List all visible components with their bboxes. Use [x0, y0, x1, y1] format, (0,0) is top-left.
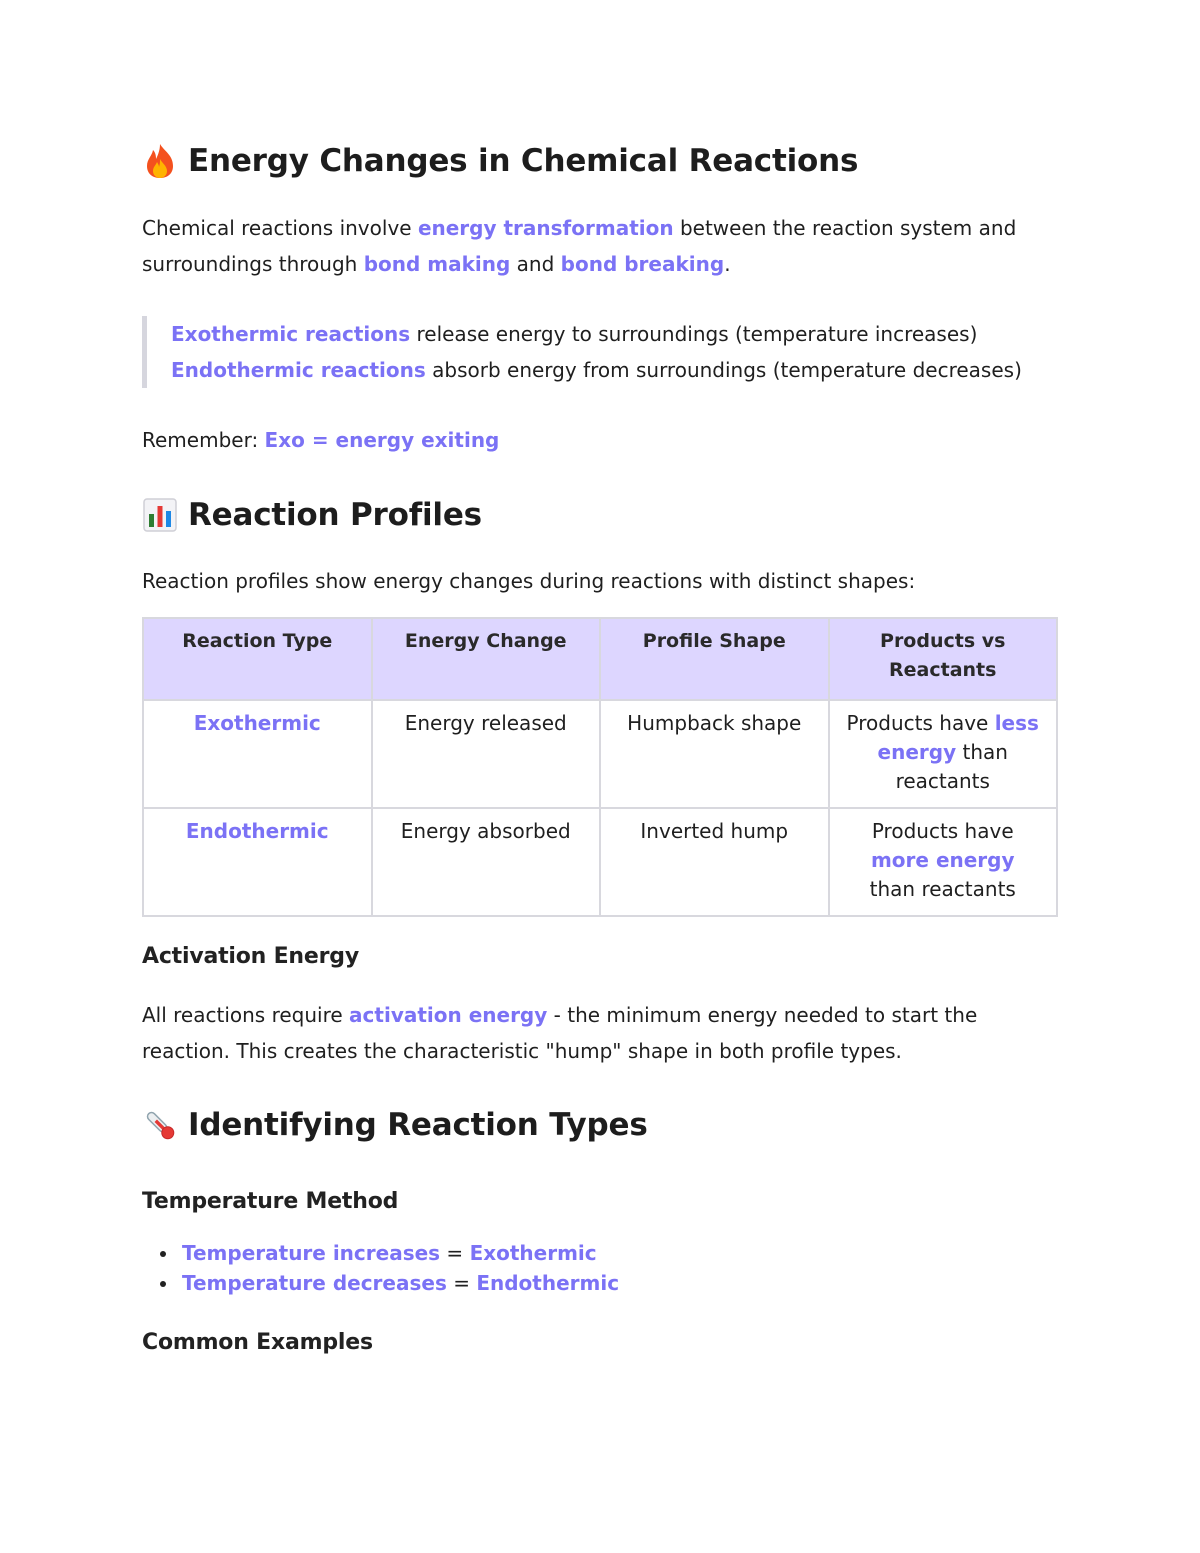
- table-header: Energy Change: [372, 618, 601, 700]
- highlight-bond-making: bond making: [363, 252, 511, 276]
- subheading-temperature-method: Temperature Method: [142, 1189, 399, 1214]
- highlight-exo-mnemonic: Exo = energy exiting: [264, 428, 500, 452]
- cell-text: than reactants: [869, 877, 1016, 901]
- profiles-intro: Reaction profiles show energy changes during reactions with distinct shapes:: [142, 569, 916, 593]
- table-row: [143, 808, 1057, 916]
- highlight-temperature-increases: Temperature increases: [182, 1241, 441, 1265]
- table-header-row: [143, 618, 1057, 700]
- highlight-endothermic-reactions: Endothermic reactions: [171, 358, 426, 382]
- blockquote: [142, 316, 1022, 388]
- table-row: [143, 700, 1057, 808]
- table-cell-shape: Humpback shape: [600, 700, 829, 808]
- table-header: Reaction Type: [143, 618, 372, 700]
- activation-text: All reactions require: [142, 1003, 350, 1027]
- section-title-reaction-profiles: [142, 497, 482, 533]
- fire-icon: [142, 143, 178, 179]
- intro-text: between the reaction system and surroundings through: [142, 216, 1017, 276]
- intro-text: Chemical reactions involve: [142, 216, 418, 240]
- quote-text: absorb energy from surroundings (temperature decreases): [425, 358, 1022, 382]
- table-cell-type: Endothermic: [143, 808, 372, 916]
- title-text: Identifying Reaction Types: [188, 1107, 648, 1143]
- highlight-endothermic: Endothermic: [476, 1271, 620, 1295]
- quote-line-endothermic: [171, 352, 1022, 388]
- subheading-common-examples: Common Examples: [142, 1330, 373, 1355]
- remember-label: Remember:: [142, 428, 265, 452]
- table-header: Profile Shape: [600, 618, 829, 700]
- title-text: Energy Changes in Chemical Reactions: [188, 143, 859, 179]
- table-cell-energy: Energy absorbed: [372, 808, 601, 916]
- highlight-bond-breaking: bond breaking: [560, 252, 725, 276]
- intro-text: and: [510, 252, 561, 276]
- temperature-list: [142, 1238, 619, 1298]
- remember-line: [142, 422, 499, 458]
- title-text: Reaction Profiles: [188, 497, 482, 533]
- table-cell-shape: Inverted hump: [600, 808, 829, 916]
- reaction-profiles-table: [142, 617, 1058, 917]
- highlight-exothermic: Exothermic: [469, 1241, 597, 1265]
- equals-text: =: [440, 1241, 470, 1265]
- activation-text: - the minimum energy needed to start the reaction. This creates the characteristic "hump" shape in both profile types.: [142, 1003, 978, 1063]
- highlight-more-energy: more energy: [870, 848, 1015, 872]
- list-item: [182, 1268, 619, 1298]
- quote-text: release energy to surroundings (temperature increases): [410, 322, 978, 346]
- intro-text: .: [724, 252, 731, 276]
- cell-text: Products have: [846, 711, 995, 735]
- quote-line-exothermic: [171, 316, 1022, 352]
- table-header: Products vs Reactants: [829, 618, 1058, 700]
- intro-paragraph: [142, 210, 1022, 282]
- cell-text: Products have: [871, 819, 1014, 843]
- table-cell-products: [829, 700, 1058, 808]
- subheading-activation-energy: Activation Energy: [142, 944, 359, 969]
- activation-paragraph: [142, 997, 1002, 1069]
- table-cell-energy: Energy released: [372, 700, 601, 808]
- equals-text: =: [446, 1271, 477, 1295]
- list-item: [182, 1238, 619, 1268]
- table-cell-products: [829, 808, 1058, 916]
- highlight-energy-transformation: energy transformation: [417, 216, 674, 240]
- highlight-activation-energy: activation energy: [349, 1003, 548, 1027]
- thermometer-icon: [142, 1107, 178, 1143]
- table-cell-type: Exothermic: [143, 700, 372, 808]
- section-title-energy-changes: [142, 143, 858, 179]
- section-title-identifying-reaction-types: [142, 1107, 648, 1143]
- bar-chart-icon: [142, 497, 178, 533]
- cell-text: than reactants: [895, 740, 1008, 793]
- highlight-exothermic-reactions: Exothermic reactions: [171, 322, 411, 346]
- highlight-temperature-decreases: Temperature decreases: [182, 1271, 447, 1295]
- highlight-less-energy: less energy: [877, 711, 1039, 764]
